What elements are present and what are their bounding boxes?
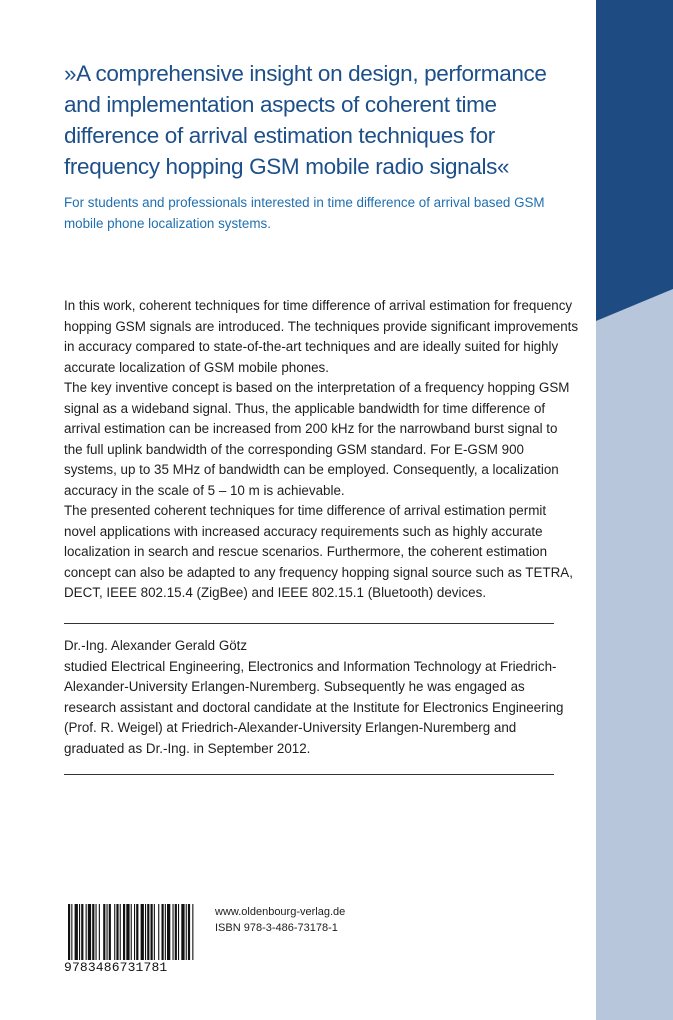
divider-top xyxy=(64,623,554,624)
barcode-bar xyxy=(145,904,146,960)
author-name: Dr.-Ing. Alexander Gerald Götz xyxy=(64,638,248,653)
barcode-bar xyxy=(88,904,91,960)
side-band-dark xyxy=(596,0,673,321)
barcode-bar xyxy=(186,904,187,960)
barcode-bar xyxy=(86,904,87,960)
abstract-paragraph-3: The presented coherent techniques for time difference of arrival estimation permit novel applications with increased accuracy requirements such as highly accurate localization in search and rescue scenarios. Furthermore, the coherent estimation concept can also be adapted to any frequency hopping signal source such as TETRA, DECT, IEEE 802.15.4 (ZigBee) and IEEE 802.15.1 (Bluetooth) devices. xyxy=(64,503,573,600)
barcode-bar xyxy=(71,904,72,960)
barcode-bar xyxy=(147,904,149,960)
barcode-bar xyxy=(162,904,164,960)
barcode-bar xyxy=(188,904,190,960)
divider-bottom xyxy=(64,774,554,775)
barcode-bar xyxy=(192,904,193,960)
barcode-bar xyxy=(79,904,80,960)
barcode-bar xyxy=(175,904,177,960)
barcode-bar xyxy=(116,904,118,960)
barcode-bar xyxy=(103,904,105,960)
barcode-bar xyxy=(154,904,155,960)
barcode-bar xyxy=(107,904,108,960)
side-band-graphic xyxy=(596,0,673,1020)
barcode-bar xyxy=(134,904,135,960)
barcode-bar xyxy=(181,904,184,960)
barcode-bar xyxy=(167,904,170,960)
abstract-paragraph-1: In this work, coherent techniques for time difference of arrival estimation for frequency hopping GSM signals are introduced. The techniques provide significant improvements in accuracy compared to state-of-the-art techniques and are ideally suited for highly accurate localization of GSM mobile phones. xyxy=(64,298,579,375)
barcode-bar xyxy=(75,904,78,960)
barcode-bar xyxy=(173,904,174,960)
publisher-info xyxy=(215,904,345,936)
decorative-side-band xyxy=(596,0,673,1020)
author-bio: studied Electrical Engineering, Electronics and Information Technology at Friedrich-Alexander-University Erlangen-Nuremberg. Subsequently he was engaged as research assistant and doctoral candidate at the Institute for Electronics Engineering (Prof. R. Weigel) at Friedrich-Alexander-University Erlangen-Nuremberg and graduated as Dr.-Ing. in September 2012. xyxy=(64,658,564,756)
barcode-bar xyxy=(114,904,115,960)
barcode-bar xyxy=(99,904,100,960)
publisher-website: www.oldenbourg-verlag.de xyxy=(215,906,346,918)
author-section xyxy=(64,636,579,759)
abstract-paragraph-2: The key inventive concept is based on the interpretation of a frequency hopping GSM signal as a wideband signal. Thus, the applicable bandwidth for time difference of arrival estimation can be increased from 200 kHz for the narrowband burst signal to the full uplink bandwidth of the corresponding GSM standard. For E-GSM 900 systems, up to 35 MHz of bandwidth can be employed. Consequently, a localization accuracy in the scale of 5 – 10 m is achievable. xyxy=(64,380,570,498)
abstract xyxy=(64,296,579,604)
barcode-bar xyxy=(92,904,94,960)
barcode-bar xyxy=(151,904,153,960)
barcode-bar xyxy=(123,904,125,960)
barcode-bar xyxy=(131,904,132,960)
barcode-bar xyxy=(141,904,144,960)
barcode-bar xyxy=(120,904,121,960)
barcode-bars xyxy=(68,904,195,960)
barcode-bar xyxy=(158,904,159,960)
barcode-bar xyxy=(109,904,111,960)
barcode-bar xyxy=(68,904,70,960)
barcode-bar xyxy=(96,904,97,960)
barcode-bar xyxy=(178,904,179,960)
barcode-bar xyxy=(126,904,129,960)
isbn-barcode xyxy=(64,904,197,976)
cover-quote: »A comprehensive insight on design, performance and implementation aspects of coherent time difference of arrival estimation techniques for frequency hopping GSM mobile radio signals« xyxy=(64,61,547,179)
isbn-number: ISBN 978-3-486-73178-1 xyxy=(215,922,338,934)
barcode-bar xyxy=(136,904,138,960)
audience-statement: For students and professionals interested in time difference of arrival based GSM mobile phone localization systems. xyxy=(64,195,545,231)
barcode-digits: 9783486731781 xyxy=(64,960,168,975)
barcode-bar xyxy=(165,904,166,960)
barcode-bar xyxy=(81,904,83,960)
